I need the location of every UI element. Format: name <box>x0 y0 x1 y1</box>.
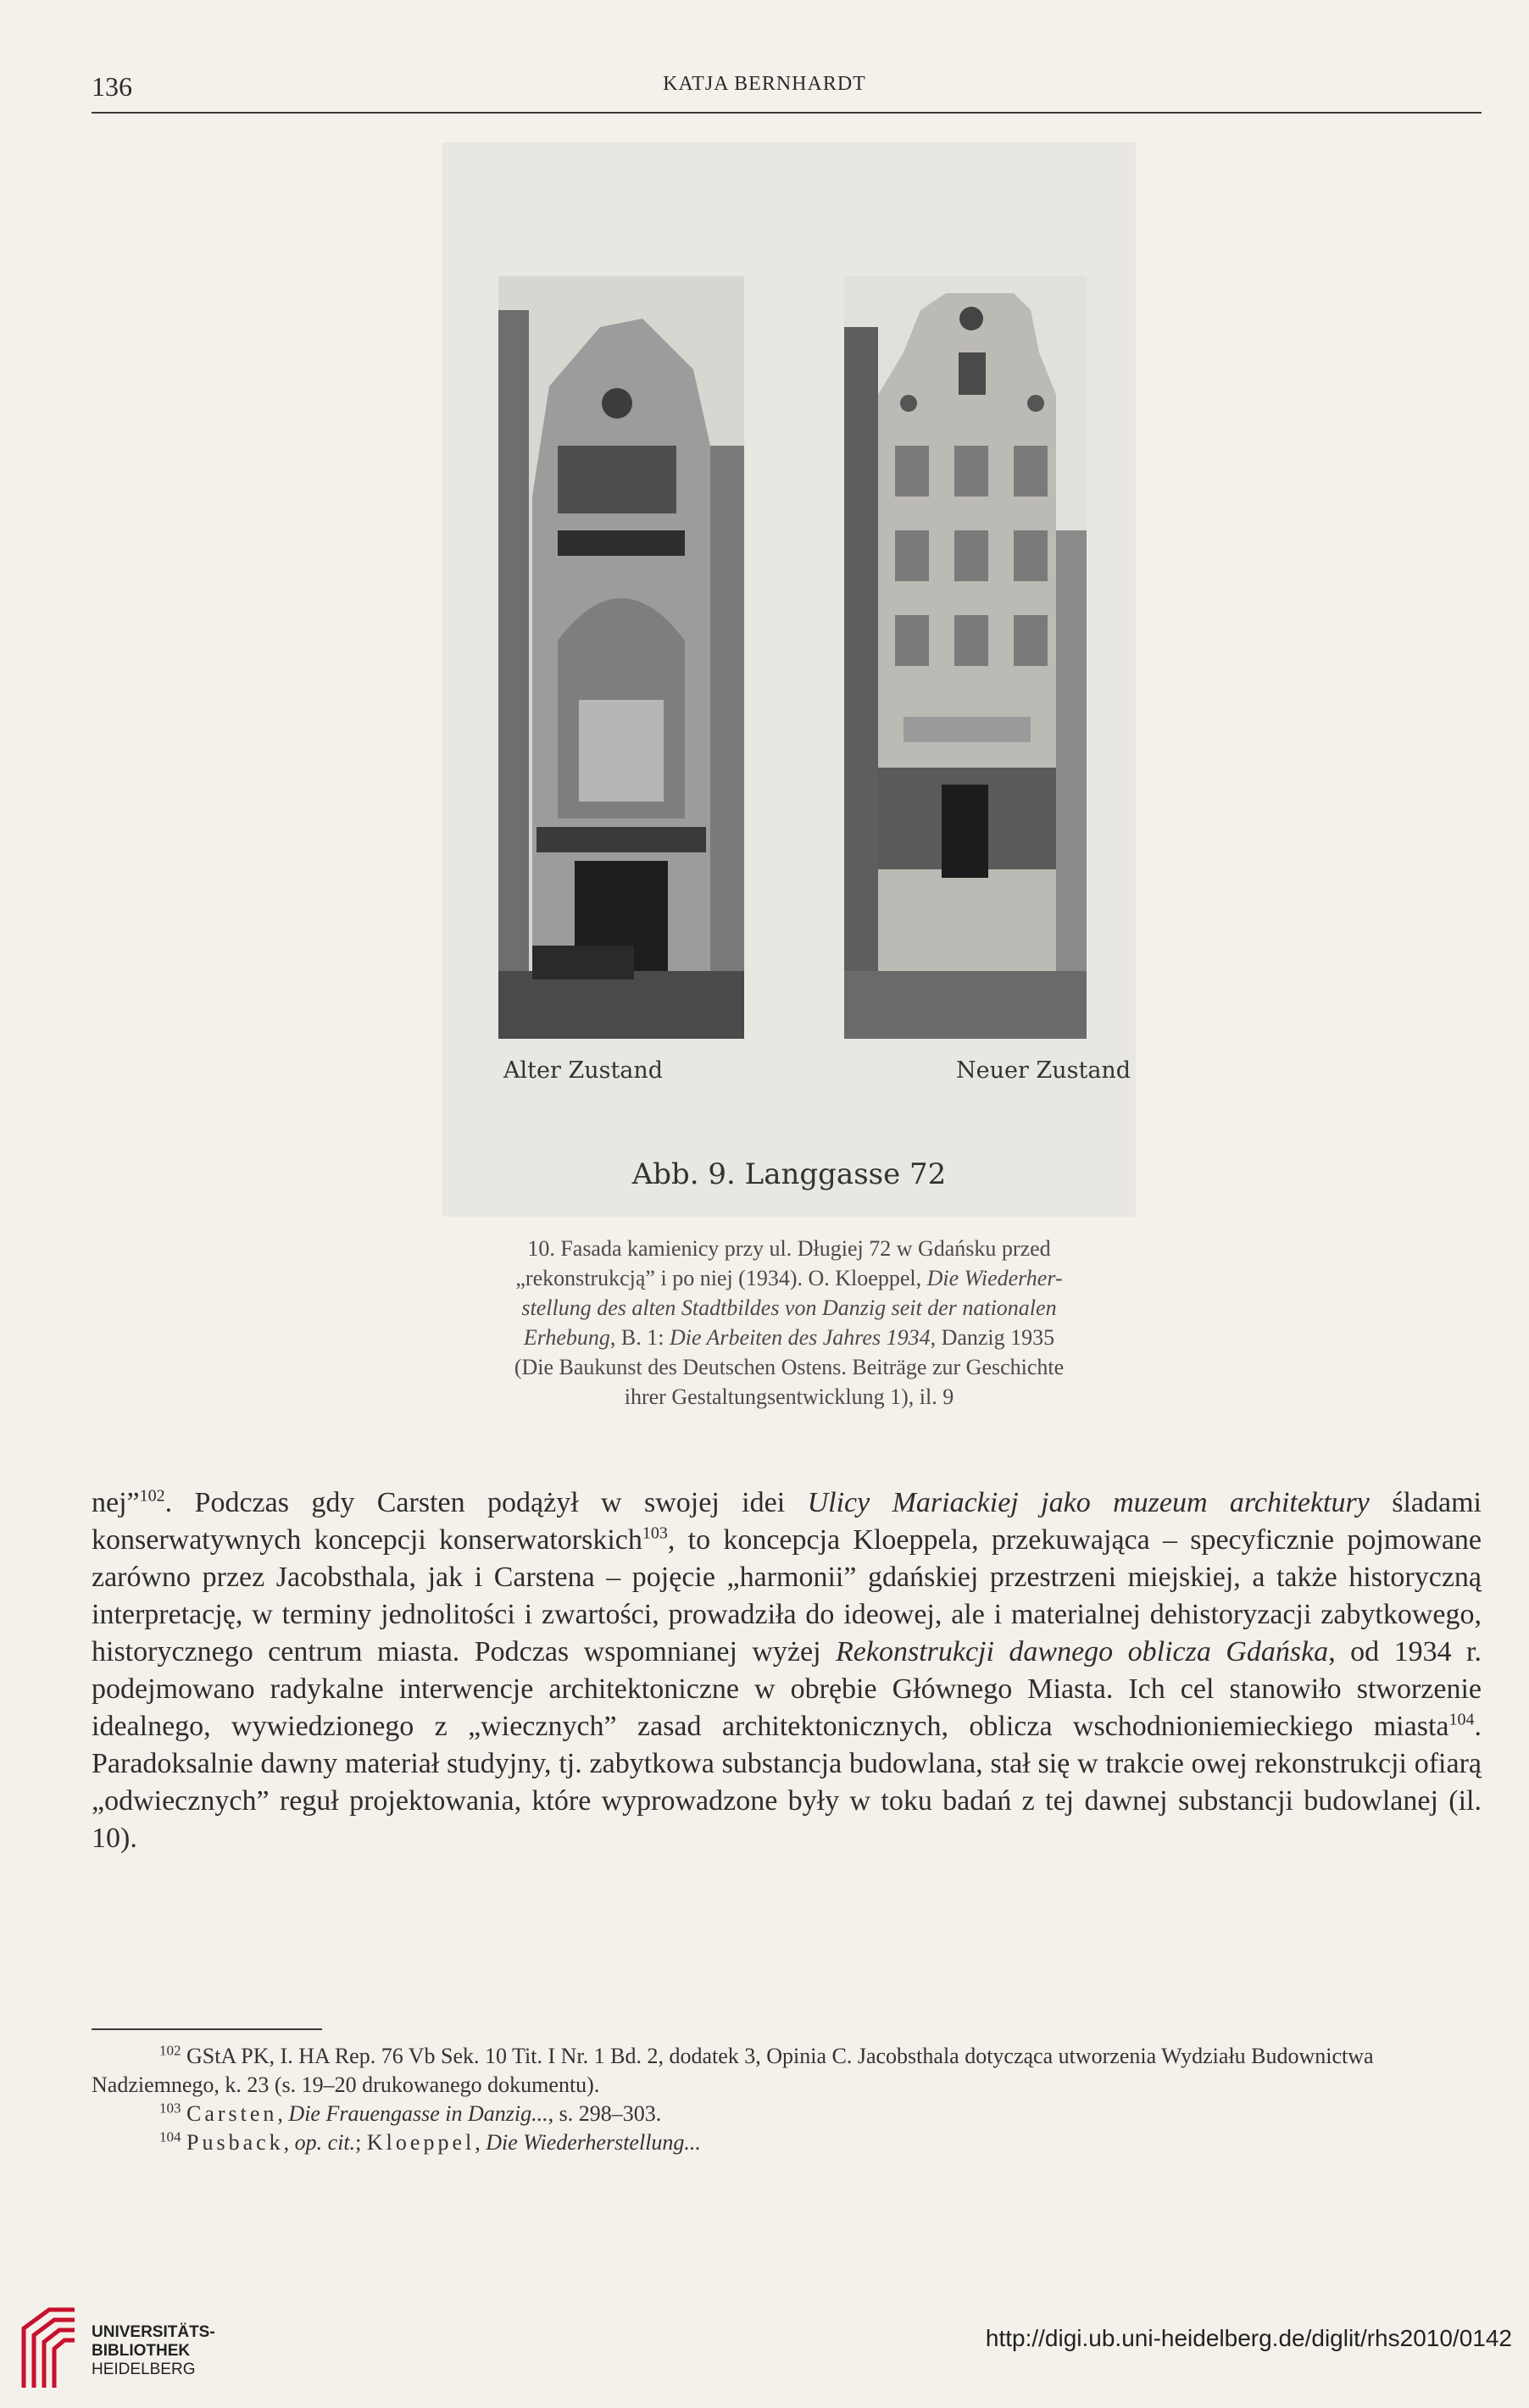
figure-caption <box>442 1234 1136 1412</box>
source-url-link[interactable]: http://digi.ub.uni-heidelberg.de/diglit/rhs2010/0142 <box>985 2325 1512 2351</box>
footnotes <box>92 2042 1482 2157</box>
footnote-ref-102[interactable]: 102 <box>139 1486 165 1506</box>
photo-old-facade <box>498 276 744 1039</box>
footnote-ref-104[interactable]: 104 <box>1448 1710 1475 1729</box>
page-number: 136 <box>92 71 132 102</box>
caption-line: Erhebung, B. 1: Die Arbeiten des Jahres 1934, Danzig 1935 <box>523 1325 1055 1350</box>
caption-line: „rekonstrukcją” i po niej (1934). O. Kloeppel, Die Wiederher- <box>515 1266 1063 1290</box>
body-paragraph: nej”$^{102}$. Podczas gdy Carsten podążył w swojej idei Ulicy Mariackiej jako muzeum architektury śladami konserwatywnych koncepcji konserwatorskich$^{103}$, to koncepcja Kloeppela, przekuwająca – specyficznie pojmowane zarówno przez Jacobsthala, jak i Carstena – pojęcie „harmonii” gdańskiej przestrzeni miejskiej, a także historyczną interpretację, w terminy jednolitości i zwartości, prowadziła do ideowej, ale i materialnej dehistoryzacji zabytkowego, historycznego centrum miasta. Podczas wspomnianej wyżej Rekonstrukcji dawnego oblicza Gdańska, od 1934 r. podejmowano radykalne interwencje architektoniczne w obrębie Głównego Miasta. Ich cel stanowiło stworzenie idealnego, wywiedzionego z „wiecznych” zasad architektonicznych, oblicza wschodnioniemieckiego miasta$^{104}$. Paradoksalnie dawny materiał studyjny, tj. zabytkowa substancja budowlana, stał się w trakcie owej rekonstrukcji ofiarą „odwiecznych” reguł projektowania, które wyprowadzone były w toku badań z tej dawnej substancji budowlanej (il. 10). <box>92 1486 1482 1854</box>
photo-new-facade <box>844 276 1087 1039</box>
footnote-rule <box>92 2028 322 2030</box>
caption-line: stellung des alten Stadtbildes von Danzig seit der nationalen <box>521 1296 1057 1320</box>
plate-title: Abb. 9. Langgasse 72 <box>631 1157 947 1191</box>
new-facade-drawing <box>844 276 1087 1039</box>
footnote-ref-103[interactable]: 103 <box>642 1523 668 1543</box>
library-logo-icon <box>15 2303 83 2394</box>
caption-line: ihrer Gestaltungsentwicklung 1), il. 9 <box>624 1384 954 1409</box>
footnote-103: $^{103}$ Carsten, Die Frauengasse in Danzig..., s. 298–303. <box>159 2100 662 2126</box>
caption-line: 10. Fasada kamienicy przy ul. Długiej 72 w Gdańsku przed <box>527 1236 1051 1261</box>
running-head: KATJA BERNHARDT <box>663 73 866 95</box>
header-rule <box>92 112 1482 114</box>
label-old-state: Alter Zustand <box>503 1057 664 1084</box>
library-name: UNIVERSITÄTS- BIBLIOTHEK HEIDELBERG <box>92 2323 215 2378</box>
label-new-state: Neuer Zustand <box>956 1057 1131 1084</box>
footnote-104: $^{104}$ Pusback, op. cit.; Kloeppel, Die Wiederherstellung... <box>159 2128 701 2155</box>
footnote-102: $^{102}$ GStA PK, I. HA Rep. 76 Vb Sek. 10 Tit. I Nr. 1 Bd. 2, dodatek 3, Opinia C. Jacobsthala dotycząca utworzenia Wydziału Budownictwa Nadziemnego, k. 23 (s. 19–20 drukowanego dokumentu). <box>92 2042 1374 2097</box>
old-facade-drawing <box>498 276 744 1039</box>
caption-line: (Die Baukunst des Deutschen Ostens. Beiträge zur Geschichte <box>514 1355 1065 1379</box>
